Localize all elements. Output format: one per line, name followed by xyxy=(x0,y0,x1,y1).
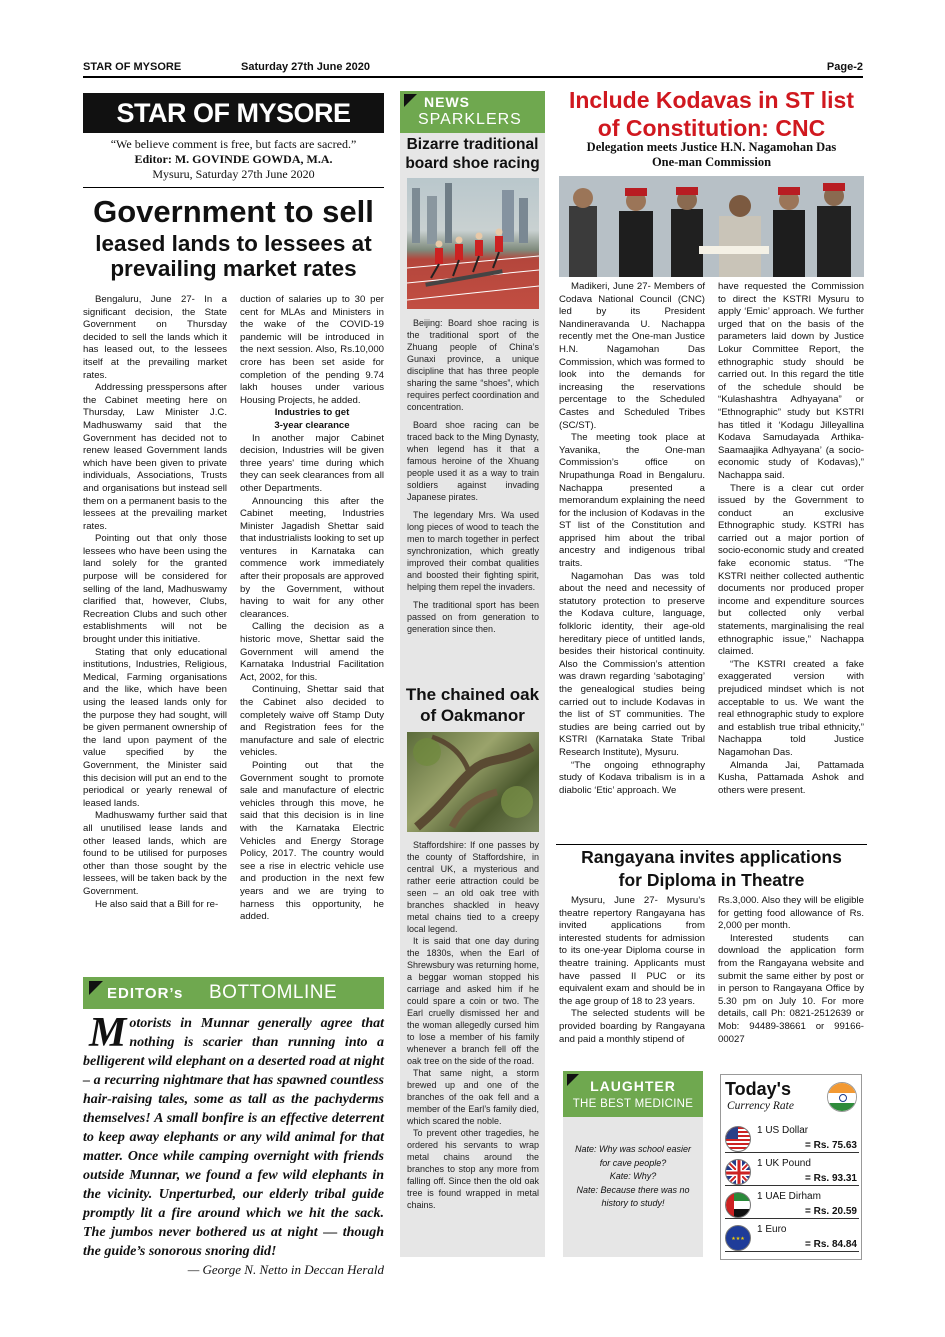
rangayana-column-1 xyxy=(559,895,705,1046)
joke-text xyxy=(563,1143,703,1211)
currency-rate: = Rs. 75.63 xyxy=(805,1140,857,1151)
news-sparklers-banner xyxy=(400,91,545,133)
currency-subtitle: Currency Rate xyxy=(727,1100,794,1112)
currency-rate: = Rs. 84.84 xyxy=(805,1239,857,1250)
laughter-banner xyxy=(563,1071,703,1117)
currency-row xyxy=(725,1123,859,1153)
lead-paragraph: duction of salaries up to 30 per cent for MLAs and Ministers in the wake of the COVID-19 pandemic will be introduced in the next session. Also, Rs.10,000 crore has been set aside for completion of the pending 9.74 lakh houses under various Housing Projects, he added. xyxy=(240,294,384,406)
news-label: NEWS xyxy=(424,94,470,110)
kodava-column-2 xyxy=(718,281,864,797)
lead-paragraph: Pointing out that only those lessees who have been using the land solely for the granted purpose will be considered for selling of the land, Madhuswamy clarified that, however, Clubs, Recreation Clubs and such other establishments will not be brought under this initiative. xyxy=(83,533,227,646)
rangayana-paragraph: The selected students will be provided boarding by Rangayana and paid a monthly stipend of xyxy=(559,1008,705,1045)
currency-row xyxy=(725,1189,859,1219)
sparkler1-title-line: board shoe racing xyxy=(405,155,540,172)
lead-paragraph: Continuing, Shettar said that the Cabinet also decided to completely waive off Stamp Duty and Registration fees for the manufacture and sale of electric vehicles. xyxy=(240,684,384,759)
us-flag-icon xyxy=(725,1126,751,1152)
sparkler-paragraph: To prevent other tragedies, he ordered his servants to wrap metal chains around the branches to stop any more from falling off. Since then the old oak tree is found wrapped in metal chains. xyxy=(407,1128,539,1210)
board-shoe-racing-photo xyxy=(407,178,539,309)
lead-paragraph: Stating that only educational institutions, Industries, Religious, Medical, Farming organisations and the like, which have been using the leased lands only for the purpose they had sought, will be given permanent ownership of the land upon payment of the value specified by the Government, the Minister said this decision will put an end to the periodical or yearly renewal of leased lands. xyxy=(83,646,227,809)
kodava-subheadline-line: Delegation meets Justice H.N. Nagamohan Das xyxy=(586,140,837,154)
joke-line: Kate: Why? xyxy=(609,1171,657,1181)
lead-headline-line3: prevailing market rates xyxy=(110,255,357,281)
lead-paragraph: He also said that a Bill for re- xyxy=(95,898,219,910)
currency-unit: 1 Euro xyxy=(757,1224,787,1235)
currency-row xyxy=(725,1222,859,1252)
drop-cap: M xyxy=(89,1010,127,1056)
sparkler-paragraph: Board shoe racing can be traced back to the Ming Dynasty, when legend has it that a famous heroine of the Xhuang people used it as a way to train soldiers against invading Japanese pirates. xyxy=(407,420,539,502)
rangayana-paragraph: Mysuru, June 27- Mysuru’s theatre repertory Rangayana has invited applications from interested students for admission to its one-year Diploma course in theatre training. Applicants must have passed II PUC or its equivalent exam and should be in the age group of 18 to 23 years. xyxy=(559,895,705,1007)
delegation-photo xyxy=(559,176,864,277)
sparkler-paragraph: Staffordshire: If one passes by the county of Staffordshire, in central UK, a mysterious and rather eerie attraction could be seen – an old oak tree with branches shackled in heavy metal chains tied to a creepy local legend. xyxy=(407,840,539,934)
editor-text: otorists in Munnar generally agree that nothing is scarier than running into a belligerent wild elephant on a deserted road at night – a recurring nightmare that has spawned countless hair-raising tales, some as tall as the pachyderms themselves! A small bonfire is an effective deterrent to keep away elephants or any wild animal for that matter. Once while camping overnight with friends outside Munnar, we found a few wild elephants in the vicinity. Unperturbed, our elderly tribal guide promptly lit a fire around which we hit the sack. The jumbos never bothered us at night — though the guide’s sonorous snoring did! xyxy=(83,1016,384,1259)
kodava-headline-line: of Constitution: CNC xyxy=(597,115,826,141)
lead-paragraph: In another major Cabinet decision, Industries will be given three years' time during which they can seek clearances from all other Departments. xyxy=(240,432,384,494)
currency-title: Today's xyxy=(725,1079,791,1099)
editor-bottomline-text xyxy=(83,1010,384,1278)
kodava-paragraph: have requested the Commission to direct the KSTRI Mysuru to apply ‘Emic’ approach. We further urged that on the basis of the parameters laid down by Justice Lokur Committee Report, the ethnographic study should be carried out. In this regard the title of the schedule should be “Kulashashtra Adhyayana” or “Ethnographic” study but KSTRI has titled it ‘Kodagu Jilleyallina Kodava Samudayada Arthika-Saamaajika Adhyayana’ (a socio-economic study of Kodavas),” Nachappa said. xyxy=(718,281,864,481)
lead-headline xyxy=(83,195,384,282)
subheading: Industries to get xyxy=(274,407,350,419)
kodava-paragraph: Almanda Jai, Pattamada Kusha, Pattamada Ashok and others were present. xyxy=(718,759,864,796)
page-header xyxy=(83,60,863,78)
kodava-subheadline-line: One-man Commission xyxy=(651,155,772,169)
best-medicine-label: THE BEST MEDICINE xyxy=(572,1098,694,1110)
currency-unit: 1 UK Pound xyxy=(757,1158,811,1169)
sparkler-paragraph: It is said that one day during the 1830s, when the Earl of Shrewsbury was returning home, a beggar woman stopped his carriage and asked him if he could spare a coin or two. The Earl cruelly dismissed her and the woman allegedly cursed him to lose a member of his family whenever a branch fell off the oak tree on the side of the road. xyxy=(407,936,539,1066)
delegation-image xyxy=(559,176,864,277)
kodava-paragraph: There is a clear cut order issued by the Government to conduct an exclusive Ethnographic study. KSTRI has carried out a major portion of socio-economic study and created fake economic status. “The KSTRI neither collected authentic documents nor produced proper income and expenditure sources but collected only verbal statements, marginalising the real ethnographic issue,” Nachappa claimed. xyxy=(718,482,864,658)
kodava-headline-line: Include Kodavas in ST list xyxy=(568,87,854,113)
laughter-box xyxy=(563,1071,703,1257)
sparkler1-headline xyxy=(403,135,542,173)
kodava-paragraph: “The KSTRI created a fake exaggerated version with prejudiced mindset which is not acceptable to us. We want the real ethnographic study to explore and establish true tribal ethnicity,” Nachappa told Justice Nagamohan Das. xyxy=(718,658,864,758)
joke-line: for cave people? xyxy=(599,1157,667,1168)
kodava-paragraph: The meeting took place at Yavanika, the One-man Commission’s office on Nrupathunga Road in Bengaluru. Nachappa presented a memorandum explaining the need for the inclusion of Kodavas in the ST list of the Constitution and apprised him about the tribal ancestry and indigenous tribal traits. xyxy=(559,432,705,570)
lead-paragraph: Bengaluru, June 27- In a significant decision, the State Government on Thursday decided to sell the lands which it has leased out, to the lessees itself at the prevailing market rates. xyxy=(83,294,227,381)
kodava-paragraph: “The ongoing ethnography study of Kodava tribalism is in a diabolic ‘Etic’ approach. We xyxy=(559,759,705,796)
chained-oak-photo xyxy=(407,732,539,832)
editor-label: EDITOR’s xyxy=(107,985,184,1002)
runners-image xyxy=(407,178,539,309)
motto: “We believe comment is free, but facts are sacred.” xyxy=(110,137,357,151)
rangayana-headline-line: Rangayana invites applications xyxy=(581,847,842,867)
editor-line: Editor: M. GOVINDE GOWDA, M.A. xyxy=(134,152,333,166)
divider xyxy=(556,844,867,845)
uae-flag-icon xyxy=(725,1192,751,1218)
sparkler2-body xyxy=(407,839,539,1211)
sparkler1-title-line: Bizarre traditional xyxy=(406,136,539,153)
sparkler2-title-line: of Oakmanor xyxy=(420,706,525,725)
editor-bottomline-banner xyxy=(83,977,384,1009)
lead-column-2 xyxy=(240,294,384,924)
header-page-number: Page-2 xyxy=(826,61,863,73)
rangayana-headline xyxy=(556,846,867,892)
lead-paragraph: Addressing presspersons after the Cabinet meeting here on Thursday, Law Minister J.C. Madhuswamy said that the Government has decided not to renew leased Government lands which have been given to private individuals, Associations, Trusts and organisations but instead sell them on a permanent basis to the lessees at the prevailing market rates. xyxy=(83,382,227,532)
lead-headline-line1: Government to sell xyxy=(93,194,374,229)
corner-mark xyxy=(89,981,103,995)
dateline: Mysuru, Saturday 27th June 2020 xyxy=(152,167,315,181)
rangayana-paragraph: Interested students can download the application form from the Rangayana website and submit the same either by post or in person to Rangayana Office by 5.30 pm on July 10. For more details, call Ph: 0821-2512639 or Mob: 94489-38661 or 99166-00027 xyxy=(718,932,864,1045)
uk-flag-icon xyxy=(725,1159,751,1185)
editor-credit: — George N. Netto in Deccan Herald xyxy=(187,1262,384,1277)
corner-mark xyxy=(404,94,417,107)
rangayana-column-2 xyxy=(718,895,864,1046)
currency-unit: 1 UAE Dirham xyxy=(757,1191,821,1202)
sparkler2-headline xyxy=(400,684,545,726)
sparkler-paragraph: The legendary Mrs. Wa used long pieces of wood to teach the men to march together in perfect synchronization, which greatly improved their combat qualities and boosted their fighting spirit, helping them repel the invaders. xyxy=(407,510,539,592)
currency-row xyxy=(725,1156,859,1186)
lead-paragraph: Pointing out that the Government sought to promote sale and manufacture of electric vehicles through this move, he said that this decision is in line with the Karnataka Electric Vehicles and Energy Storage Policy, 2017. The country would see a rise in electric vehicle use and production in the next few years and we are trying to harness this opportunity, he added. xyxy=(240,759,384,923)
kodava-paragraph: Nagamohan Das was told about the need and necessity of statutory protection to preserve the Kodava culture, language, folkloric identity, their age-old hereditary piece of untitled lands, besides their historical continuity. Also the Commission’s attention was drawn regarding ‘sabotaging’ the genealogical studies being carried out to include Kodavas in the list of ST communities. The studies are being carried out by KSTRI (Karnataka State Tribal Research Institute), Mysuru. xyxy=(559,570,705,758)
sparkler-paragraph: That same night, a storm brewed up and one of the branches of the oak fell and a member of the Earl’s family died, which scared the noble. xyxy=(407,1068,539,1126)
sparkler-paragraph: Beijing: Board shoe racing is the traditional sport of the Zhuang people of China’s Gunaxi province, a unique discipline that has three people sharing the same “shoes”, which requires perfect coordination and concentration. xyxy=(407,318,539,412)
rangayana-headline-line: for Diploma in Theatre xyxy=(618,870,805,890)
lead-column-1 xyxy=(83,294,227,911)
currency-rate: = Rs. 20.59 xyxy=(805,1206,857,1217)
sparkler1-body xyxy=(407,317,539,635)
lead-paragraph: Madhuswamy further said that all unutilised lease lands and other leased lands, which are found to be utilised for purposes other than those sought by the lessees, will be taken back by the Government. xyxy=(83,810,227,897)
kodava-paragraph: Madikeri, June 27- Members of Codava National Council (CNC) led by its President Nandineravanda U. Nachappa recently met the One-man Justice H.N. Nagamohan Das Commission, which was formed to look into the demands for increasing the reservations percentage to the Scheduled Castes and Scheduled Tribes (SC/ST). xyxy=(559,281,705,431)
masthead-title: STAR OF MYSORE xyxy=(83,93,384,133)
sparklers-label: SPARKLERS xyxy=(418,111,522,128)
joke-line: Nate: Why was school easier xyxy=(574,1144,692,1154)
currency-unit: 1 US Dollar xyxy=(757,1125,809,1136)
currency-rate-box xyxy=(720,1074,862,1260)
bottomline-label: BOTTOMLINE xyxy=(209,982,338,1003)
lead-paragraph: Announcing this after the Cabinet meeting, Industries Minister Jagadish Shettar said that industrialists looking to set up ventures in Karnataka can commence work immediately after their proposals are approved by the Government, without having to wait for any other clearances. xyxy=(240,495,384,620)
currency-rate: = Rs. 93.31 xyxy=(805,1173,857,1184)
header-date: Saturday 27th June 2020 xyxy=(241,61,371,73)
kodava-subheadline xyxy=(556,140,867,170)
oak-tree-image xyxy=(407,732,539,832)
sparkler-paragraph: The traditional sport has been passed on from generation to generation since then. xyxy=(407,600,539,634)
subheading: 3-year clearance xyxy=(274,419,350,431)
joke-line: history to study! xyxy=(601,1198,665,1208)
laughter-label: LAUGHTER xyxy=(590,1078,676,1094)
masthead-info xyxy=(83,137,384,182)
kodava-column-1 xyxy=(559,281,705,797)
eu-flag-icon: ★★★ xyxy=(725,1225,751,1251)
header-paper-name: STAR OF MYSORE xyxy=(83,61,182,73)
lead-headline-line2: leased lands to lessees at xyxy=(95,231,372,257)
divider xyxy=(83,187,384,188)
india-flag-icon xyxy=(827,1082,857,1112)
rangayana-paragraph: Rs.3,000. Also they will be eligible for getting food allowance of Rs. 2,000 per month. xyxy=(718,895,864,932)
sparkler2-title-line: The chained oak xyxy=(405,685,540,704)
joke-line: Nate: Because there was no xyxy=(576,1184,690,1195)
kodava-headline xyxy=(556,86,867,142)
lead-paragraph: Calling the decision as a historic move, Shettar said the Government will amend the Karnataka Industrial Facilitation Act, 2002, for this. xyxy=(240,621,384,683)
